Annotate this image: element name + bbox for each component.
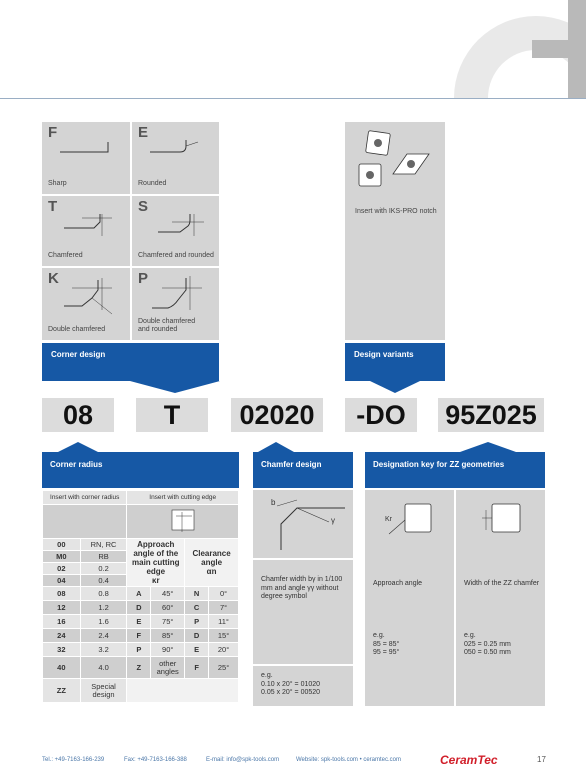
cr-radius: RN, RC bbox=[80, 539, 127, 551]
zz-approach-symbol: Kr bbox=[385, 516, 392, 523]
tile-letter: E bbox=[138, 124, 149, 141]
approach-code: F bbox=[127, 629, 151, 643]
approach-symbol: κr bbox=[151, 576, 160, 585]
tile-caption: Double chamfered and rounded bbox=[138, 318, 196, 333]
footer-tel: Tel.: +49-7163-166-239 bbox=[42, 757, 105, 763]
design-variants-banner bbox=[345, 343, 445, 381]
clearance-code: C bbox=[185, 601, 209, 615]
zz-head bbox=[365, 452, 545, 488]
table-row bbox=[43, 615, 239, 629]
cr-code: 04 bbox=[43, 575, 81, 587]
table-row bbox=[43, 643, 239, 657]
approach-value: other angles bbox=[151, 657, 185, 679]
table-row bbox=[43, 629, 239, 643]
design-variants-caption: Insert with IKS-PRO notch bbox=[355, 208, 437, 215]
cr-radius: Special design bbox=[80, 679, 127, 703]
design-variants-arrow bbox=[370, 381, 420, 393]
tile-letter: K bbox=[48, 270, 59, 287]
corner-design-banner bbox=[42, 343, 219, 381]
tile-double-chamfered-rounded bbox=[132, 268, 219, 340]
clearance-code: F bbox=[185, 657, 209, 679]
approach-angle-head bbox=[127, 539, 185, 587]
tile-letter: S bbox=[138, 198, 149, 215]
iks-pro-insert-icon bbox=[345, 122, 445, 202]
cr-radius: RB bbox=[80, 551, 127, 563]
table-row bbox=[43, 587, 239, 601]
table-row bbox=[43, 657, 239, 679]
zz-approach-example: e.g. 85 = 85° 95 = 95° bbox=[373, 632, 400, 656]
cr-code: 40 bbox=[43, 657, 81, 679]
code-corner-design: T bbox=[136, 398, 208, 432]
tile-caption: Rounded bbox=[138, 180, 167, 187]
approach-code: A bbox=[127, 587, 151, 601]
page-number: 17 bbox=[537, 755, 546, 764]
approach-value: 60° bbox=[151, 601, 185, 615]
corner-radius-table bbox=[42, 490, 239, 703]
tile-caption: Double chamfered bbox=[48, 326, 106, 333]
zz-approach-icon bbox=[365, 490, 454, 550]
approach-value: 85° bbox=[151, 629, 185, 643]
cutting-edge-icon bbox=[148, 506, 218, 536]
design-variants-tile bbox=[345, 122, 445, 340]
zz-width-example: e.g. 025 = 0.25 mm 050 = 0.50 mm bbox=[464, 632, 511, 656]
cr-code: 16 bbox=[43, 615, 81, 629]
cr-radius: 1.6 bbox=[80, 615, 127, 629]
cr-code: 32 bbox=[43, 643, 81, 657]
zz-approach-tile bbox=[365, 490, 454, 706]
clearance-value: 0° bbox=[209, 587, 239, 601]
corner-design-arrow bbox=[130, 381, 220, 393]
chamfer-example-tile bbox=[253, 666, 353, 706]
tile-double-chamfered bbox=[42, 268, 130, 340]
cr-radius: 0.8 bbox=[80, 587, 127, 601]
chamfer-title: Chamfer design bbox=[261, 460, 322, 469]
chamfer-gamma-label: γ bbox=[331, 516, 335, 525]
clearance-code: N bbox=[185, 587, 209, 601]
approach-code: Z bbox=[127, 657, 151, 679]
approach-code: P bbox=[127, 643, 151, 657]
tile-chamfered bbox=[42, 196, 130, 266]
clearance-angle-head bbox=[185, 539, 239, 587]
cr-code: M0 bbox=[43, 551, 81, 563]
clearance-value: 20° bbox=[209, 643, 239, 657]
footer-email[interactable]: E-mail: info@spk-tools.com bbox=[206, 757, 280, 763]
code-corner-radius: 08 bbox=[42, 398, 114, 432]
table-row bbox=[43, 601, 239, 615]
cr-radius: 1.2 bbox=[80, 601, 127, 615]
clearance-value: 7° bbox=[209, 601, 239, 615]
zz-arrow bbox=[460, 442, 516, 452]
code-zz: 95Z025 bbox=[438, 398, 544, 432]
tile-caption: Sharp bbox=[48, 180, 67, 187]
cr-radius: 4.0 bbox=[80, 657, 127, 679]
chamfer-text-tile bbox=[253, 560, 353, 664]
clearance-value: 25° bbox=[209, 657, 239, 679]
chamfer-b-label: b bbox=[271, 498, 276, 507]
code-variant: -DO bbox=[345, 398, 417, 432]
cr-radius: 0.4 bbox=[80, 575, 127, 587]
approach-angle-text: Approach angle of the main cutting edge bbox=[132, 540, 180, 576]
clearance-code: D bbox=[185, 629, 209, 643]
empty-cell bbox=[127, 679, 239, 703]
cr-code: 08 bbox=[43, 587, 81, 601]
chamfer-head bbox=[253, 452, 353, 488]
cr-code: ZZ bbox=[43, 679, 81, 703]
zz-width-label: Width of the ZZ chamfer bbox=[464, 580, 540, 587]
footer-website[interactable]: Website: spk-tools.com • ceramtec.com bbox=[296, 757, 402, 763]
clearance-value: 11° bbox=[209, 615, 239, 629]
header-corner-radius: Insert with corner radius bbox=[43, 491, 127, 505]
chamfer-diagram-icon bbox=[253, 490, 353, 558]
corner-radius-image-cell bbox=[43, 505, 127, 539]
tile-letter: T bbox=[48, 198, 58, 215]
approach-value: 90° bbox=[151, 643, 185, 657]
cr-radius: 2.4 bbox=[80, 629, 127, 643]
approach-code: E bbox=[127, 615, 151, 629]
corner-radius-title: Corner radius bbox=[50, 460, 103, 469]
chamfer-description: Chamfer width bγ in 1/100 mm and angle γγ without degree symbol bbox=[261, 576, 343, 600]
header-rule bbox=[0, 98, 586, 99]
approach-code: D bbox=[127, 601, 151, 615]
tile-sharp bbox=[42, 122, 130, 194]
clearance-code: P bbox=[185, 615, 209, 629]
tile-caption: Chamfered bbox=[48, 252, 83, 259]
cr-code: 02 bbox=[43, 563, 81, 575]
tile-letter: F bbox=[48, 124, 58, 141]
clearance-angle-text: Clearance angle bbox=[192, 549, 231, 567]
header-cutting-edge: Insert with cutting edge bbox=[127, 491, 239, 505]
tile-rounded bbox=[132, 122, 219, 194]
clearance-value: 15° bbox=[209, 629, 239, 643]
tile-chamfered-rounded bbox=[132, 196, 219, 266]
zz-width-tile bbox=[456, 490, 545, 706]
cr-code: 24 bbox=[43, 629, 81, 643]
approach-value: 75° bbox=[151, 615, 185, 629]
cutting-edge-image-cell bbox=[127, 505, 239, 539]
zz-approach-label: Approach angle bbox=[373, 580, 423, 587]
tile-letter: P bbox=[138, 270, 149, 287]
clearance-code: E bbox=[185, 643, 209, 657]
cr-code: 00 bbox=[43, 539, 81, 551]
tile-caption: Chamfered and rounded bbox=[138, 252, 214, 259]
zz-title: Designation key for ZZ geometries bbox=[373, 460, 505, 469]
corner-radius-arrow bbox=[58, 442, 98, 452]
zz-width-icon bbox=[456, 490, 545, 550]
corner-design-label: Corner design bbox=[51, 350, 106, 359]
chamfer-example: e.g. 0.10 x 20° = 01020 0.05 x 20° = 00520 bbox=[261, 672, 321, 696]
ceramtec-logo-mark bbox=[440, 0, 586, 98]
approach-value: 45° bbox=[151, 587, 185, 601]
code-chamfer: 02020 bbox=[231, 398, 323, 432]
corner-radius-head bbox=[42, 452, 239, 488]
chamfer-arrow bbox=[258, 442, 294, 452]
footer-fax: Fax: +49-7163-166-388 bbox=[124, 757, 187, 763]
cr-radius: 3.2 bbox=[80, 643, 127, 657]
table-row bbox=[43, 679, 239, 703]
cr-radius: 0.2 bbox=[80, 563, 127, 575]
chamfer-diagram-tile bbox=[253, 490, 353, 558]
ceramtec-logo: CeramTec bbox=[440, 753, 498, 767]
design-variants-label: Design variants bbox=[354, 350, 414, 359]
clearance-symbol: αn bbox=[206, 567, 217, 576]
cr-code: 12 bbox=[43, 601, 81, 615]
